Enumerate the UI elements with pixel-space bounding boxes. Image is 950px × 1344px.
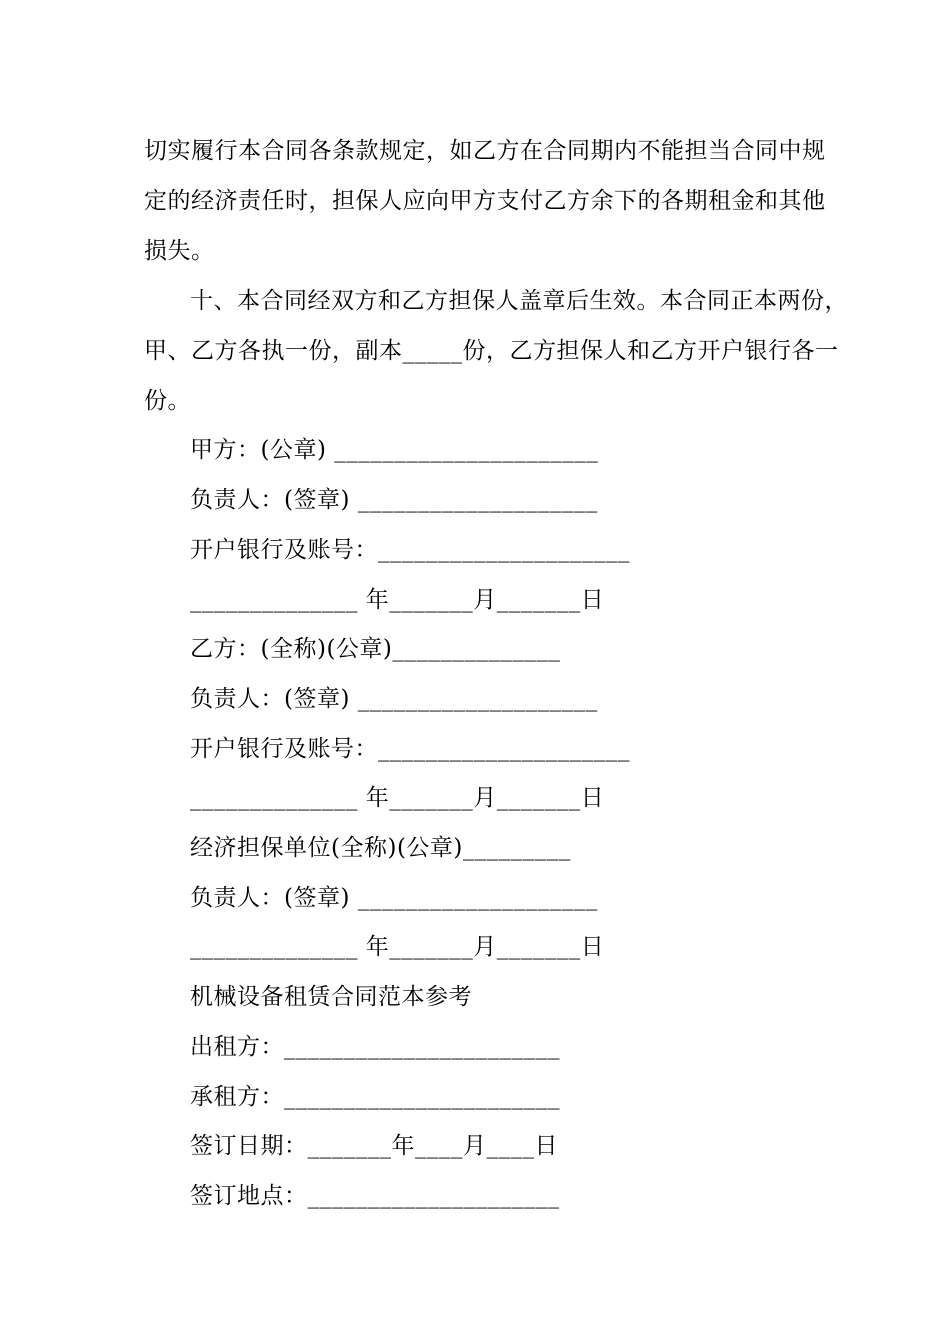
guarantor-principal: 负责人：(签章) ____________________ [190,885,598,911]
paragraph-line: 切实履行本合同各条款规定，如乙方在合同期内不能担当合同中规 [144,138,826,164]
template-title: 机械设备租赁合同范本参考 [190,984,472,1010]
guarantor-date: ______________ 年_______月_______日 [190,934,605,960]
paragraph-line: 定的经济责任时，担保人应向甲方支付乙方余下的各期租金和其他 [144,188,826,214]
party-a-seal: 甲方：(公章) ______________________ [190,437,599,463]
party-a-date: ______________ 年_______月_______日 [190,587,605,613]
party-b-seal: 乙方：(全称)(公章)______________ [190,636,561,662]
sign-date-line: 签订日期：_______年____月____日 [190,1133,558,1159]
clause-ten-line: 甲、乙方各执一份，副本_____份，乙方担保人和乙方开户银行各一 [144,338,839,364]
lessee-line: 承租方：_______________________ [190,1084,560,1110]
guarantor-seal: 经济担保单位(全称)(公章)_________ [190,835,571,861]
party-b-bank: 开户银行及账号：_____________________ [190,736,630,762]
party-b-principal: 负责人：(签章) ____________________ [190,686,598,712]
clause-ten-line: 十、本合同经双方和乙方担保人盖章后生效。本合同正本两份， [190,288,848,314]
party-a-principal: 负责人：(签章) ____________________ [190,487,598,513]
lessor-line: 出租方：_______________________ [190,1034,560,1060]
sign-place-line: 签订地点：_____________________ [190,1183,560,1209]
party-a-bank: 开户银行及账号：_____________________ [190,537,630,563]
paragraph-line: 损失。 [144,238,215,264]
party-b-date: ______________ 年_______月_______日 [190,785,605,811]
clause-ten-line: 份。 [144,388,191,414]
